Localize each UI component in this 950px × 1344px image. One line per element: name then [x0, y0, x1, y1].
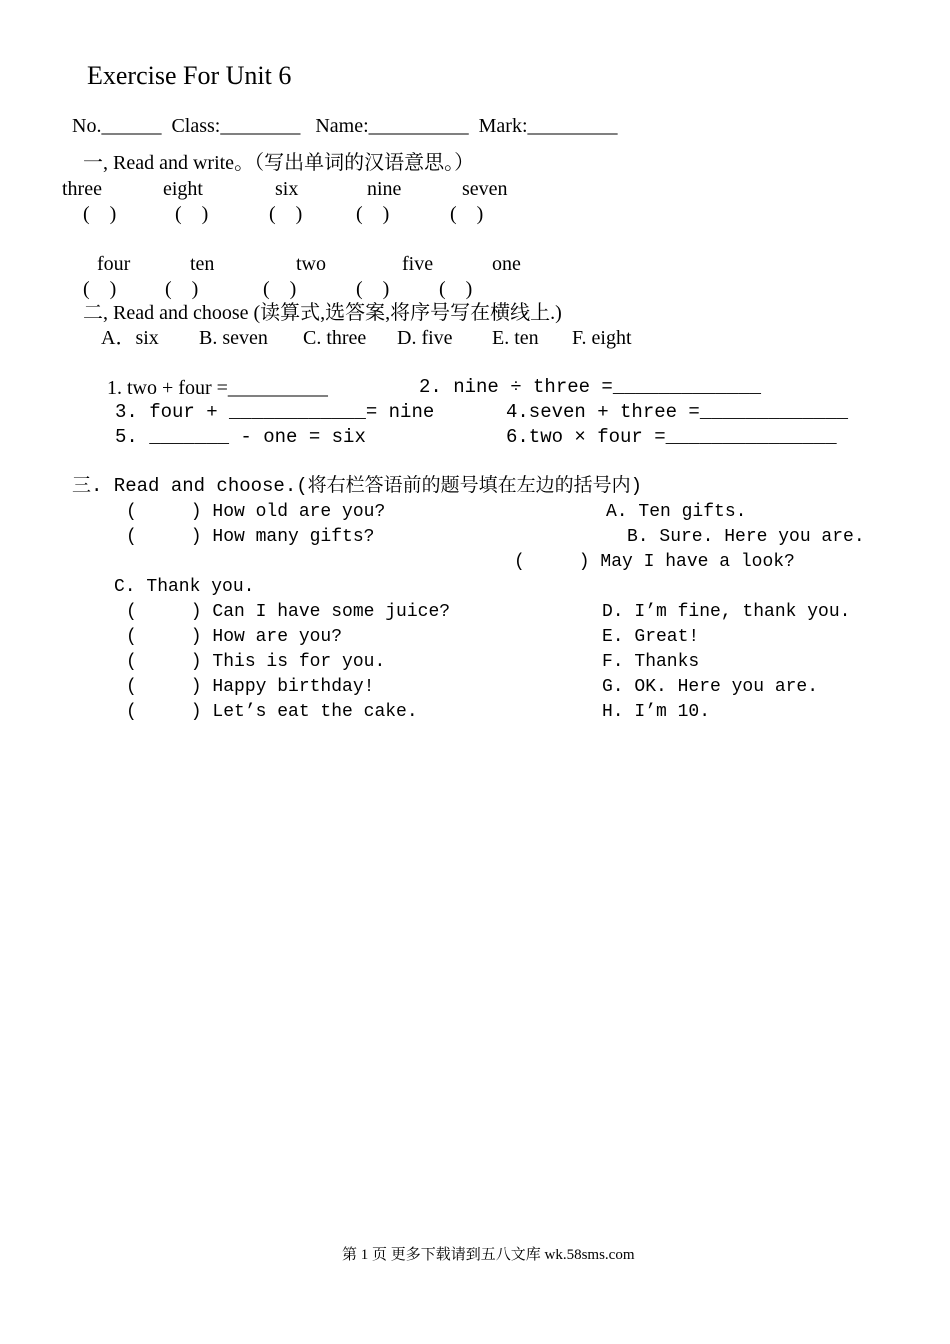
answer-paren: ( ): [356, 278, 390, 300]
s2-option: D. five: [397, 327, 453, 349]
answer-paren: ( ): [439, 278, 473, 300]
s1-word: three: [62, 178, 102, 200]
s2-question-2: 2. nine ÷ three =_____________: [419, 376, 762, 398]
page-footer: 第 1 页 更多下载请到五八文库 wk.58sms.com: [342, 1247, 635, 1263]
s3-question: ( ) Can I have some juice?: [126, 602, 451, 622]
s3-question: ( ) May I have a look?: [514, 552, 795, 572]
s3-answer: G. OK. Here you are.: [602, 677, 819, 697]
s3-answer: E. Great!: [602, 627, 700, 647]
s2-option: B. seven: [199, 327, 268, 349]
answer-paren: ( ): [83, 278, 117, 300]
s3-answer: C. Thank you.: [114, 577, 255, 597]
s2-option: C. three: [303, 327, 367, 349]
s1-word: ten: [190, 253, 215, 275]
s3-question: ( ) How many gifts?: [126, 527, 375, 547]
s3-question: ( ) Let’s eat the cake.: [126, 702, 418, 722]
student-info-line: No.______ Class:________ Name:__________ Mark:_________: [72, 115, 618, 137]
s3-answer: H. I’m 10.: [602, 702, 711, 722]
answer-paren: ( ): [450, 203, 484, 225]
s1-word: five: [402, 253, 434, 275]
s1-word: six: [275, 178, 299, 200]
s1-word: four: [97, 253, 131, 275]
page-title: Exercise For Unit 6: [87, 61, 292, 90]
section1-heading: 一, Read and write。（写出单词的汉语意思。）: [83, 152, 475, 174]
s2-question-1: 1. two + four =__________: [107, 377, 328, 399]
answer-paren: ( ): [83, 203, 117, 225]
s2-option: E. ten: [492, 327, 539, 349]
answer-paren: ( ): [165, 278, 199, 300]
s3-answer: F. Thanks: [602, 652, 700, 672]
section2-heading: 二, Read and choose (读算式,选答案,将序号写在横线上.): [83, 302, 562, 324]
section3-heading: 三. Read and choose.(将右栏答语前的题号填在左边的括号内): [72, 475, 643, 497]
s2-question-6: 6.two × four =_______________: [506, 426, 837, 448]
answer-paren: ( ): [269, 203, 303, 225]
s2-question-4: 4.seven + three =_____________: [506, 401, 849, 423]
s3-question: ( ) How are you?: [126, 627, 343, 647]
s3-answer: D. I’m fine, thank you.: [602, 602, 851, 622]
s2-option: F. eight: [572, 327, 632, 349]
s1-word: nine: [367, 178, 402, 200]
answer-paren: ( ): [175, 203, 209, 225]
s2-question-3: 3. four + ____________= nine: [115, 401, 435, 423]
s1-word: one: [492, 253, 521, 275]
s3-answer: B. Sure. Here you are.: [627, 527, 865, 547]
s3-answer: A. Ten gifts.: [606, 502, 747, 522]
s2-option: A．six: [101, 327, 159, 349]
s1-word: seven: [462, 178, 508, 200]
s1-word: eight: [163, 178, 203, 200]
s3-question: ( ) Happy birthday!: [126, 677, 375, 697]
answer-paren: ( ): [263, 278, 297, 300]
s3-question: ( ) This is for you.: [126, 652, 386, 672]
s1-word: two: [296, 253, 326, 275]
s2-question-5: 5. _______ - one = six: [115, 426, 366, 448]
s3-question: ( ) How old are you?: [126, 502, 386, 522]
answer-paren: ( ): [356, 203, 390, 225]
